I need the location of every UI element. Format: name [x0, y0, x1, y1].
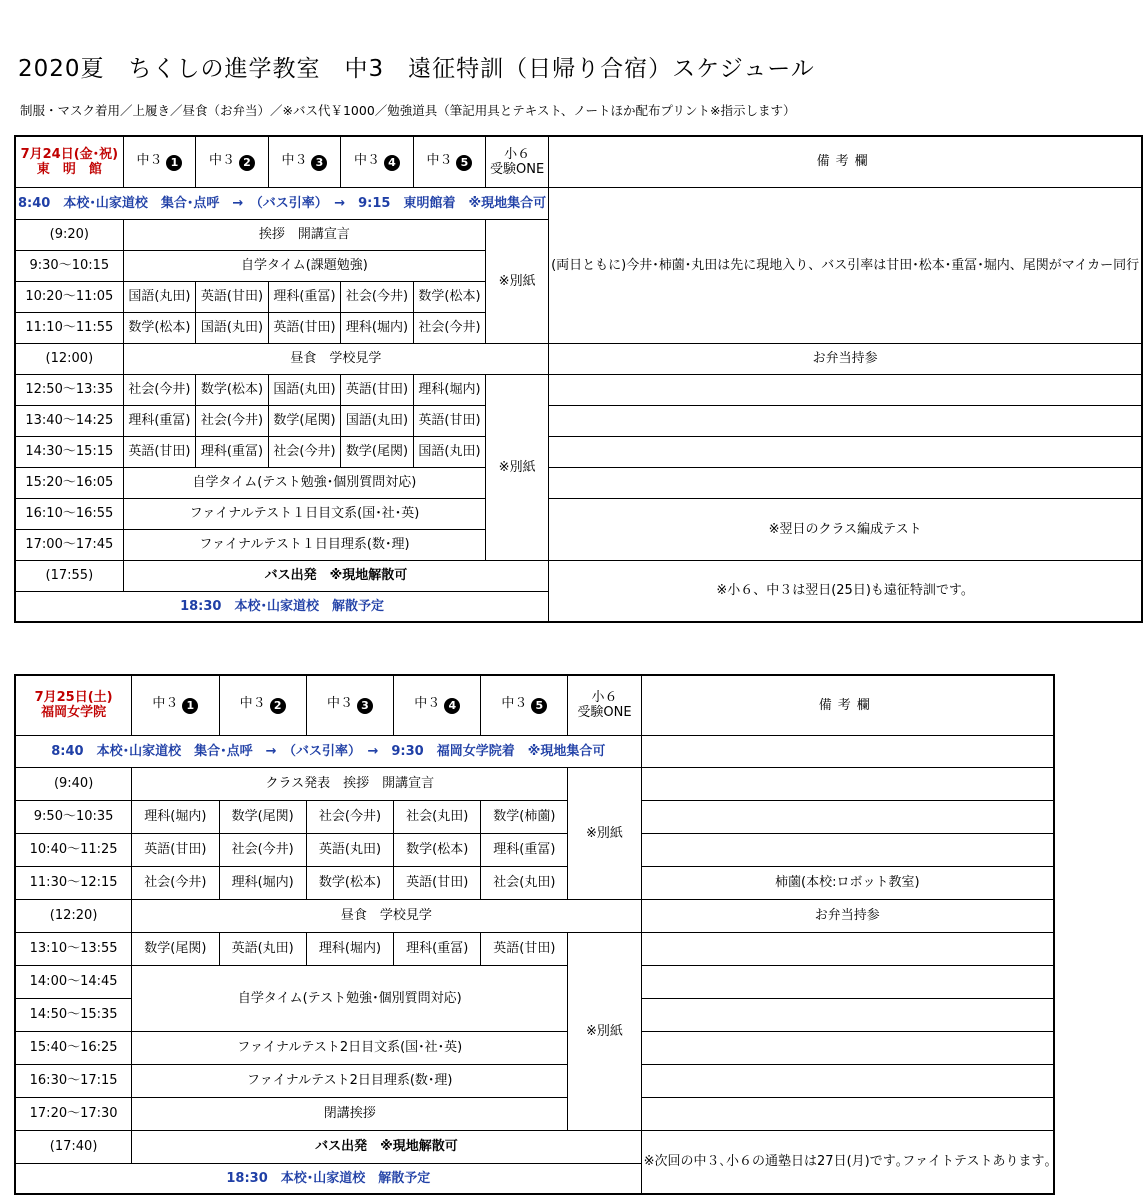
venue-label: 東 明 館 — [36, 161, 102, 177]
event-cell: 自学タイム(課題勉強) — [123, 250, 485, 281]
time-cell: 14:00～14:45 — [15, 965, 132, 998]
betsushi-cell: ※別紙 — [486, 374, 549, 560]
note-cell: お弁当持参 — [549, 343, 1143, 374]
circled-number-5: 5 — [531, 698, 547, 714]
notes-header: 備考欄 — [641, 675, 1054, 735]
lesson-cell: 英語(甘田) — [132, 833, 219, 866]
dismiss-info: 18:30 本校･山家道校 解散予定 — [15, 591, 549, 622]
lesson-cell: 理科(堀内) — [219, 866, 306, 899]
class-header-label: 中３ — [326, 696, 353, 712]
lesson-cell: 理科(重冨) — [196, 436, 269, 467]
lesson-cell: 数学(尾関) — [132, 932, 219, 965]
lesson-cell: 英語(丸田) — [219, 932, 306, 965]
event-cell: 自学タイム(テスト勉強･個別質問対応) — [132, 965, 568, 1031]
circled-number-4: 4 — [384, 155, 400, 171]
circled-number-4: 4 — [444, 698, 460, 714]
note-cell — [549, 467, 1143, 498]
note-cell: 柿薗(本校:ロボット教室) — [641, 866, 1054, 899]
time-cell: 10:20～11:05 — [15, 281, 123, 312]
class-header-label: 中３ — [208, 152, 235, 168]
schedule-row — [15, 1064, 1054, 1097]
schedule-table-day1 — [14, 135, 1143, 623]
lesson-cell: 国語(丸田) — [123, 281, 196, 312]
date-label: 7月24日(金･祝) — [20, 146, 119, 162]
class-header-4 — [394, 675, 481, 735]
date-label: 7月25日(土) — [34, 690, 113, 706]
lesson-cell: 社会(丸田) — [394, 800, 481, 833]
event-cell: 昼食 学校見学 — [132, 899, 641, 932]
lesson-cell: 理科(重冨) — [268, 281, 341, 312]
note-cell: お弁当持参 — [641, 899, 1054, 932]
class-header-2 — [219, 675, 306, 735]
class-header-label: 中３ — [281, 152, 308, 168]
note-cell — [641, 1064, 1054, 1097]
note-cell — [641, 1031, 1054, 1064]
juken-one-label: 受験ONE — [577, 705, 632, 721]
lesson-cell: 数学(松本) — [196, 374, 269, 405]
event-cell: ファイナルテスト１日目理系(数･理) — [123, 529, 485, 560]
note-cell — [641, 735, 1054, 767]
time-cell: (12:00) — [15, 343, 123, 374]
time-cell: 14:30～15:15 — [15, 436, 123, 467]
schedule-row — [15, 560, 1142, 591]
lesson-cell: 数学(松本) — [123, 312, 196, 343]
time-cell: (12:20) — [15, 899, 132, 932]
depart-info: 8:40 本校･山家道校 集合･点呼 → （バス引率） → 9:30 福岡女学院着 ※現地集合可 — [15, 735, 641, 767]
event-cell: 挨拶 開講宣言 — [123, 219, 485, 250]
lesson-cell: 社会(今井) — [268, 436, 341, 467]
lesson-cell: 英語(丸田) — [306, 833, 393, 866]
class-header-label: 中３ — [426, 152, 453, 168]
lesson-cell: 社会(今井) — [306, 800, 393, 833]
lesson-cell: 社会(今井) — [219, 833, 306, 866]
lesson-cell: 数学(尾関) — [341, 436, 414, 467]
time-cell: 9:50～10:35 — [15, 800, 132, 833]
betsushi-cell: ※別紙 — [568, 932, 641, 1130]
notes-header: 備考欄 — [549, 136, 1143, 187]
time-cell: 15:40～16:25 — [15, 1031, 132, 1064]
time-cell: 17:20～17:30 — [15, 1097, 132, 1130]
class-header-4 — [341, 136, 414, 187]
lesson-cell: 社会(今井) — [341, 281, 414, 312]
depart-info: 8:40 本校･山家道校 集合･点呼 → （バス引率） → 9:15 東明館着 ※現地集合可 — [15, 187, 549, 219]
schedule-row — [15, 932, 1054, 965]
venue-label: 福岡女学院 — [41, 705, 107, 721]
schedule-row — [15, 405, 1142, 436]
time-cell: 9:30～10:15 — [15, 250, 123, 281]
time-cell: 17:00～17:45 — [15, 529, 123, 560]
dismiss-info: 18:30 本校･山家道校 解散予定 — [15, 1163, 641, 1194]
betsushi-cell: ※別紙 — [486, 219, 549, 343]
lesson-cell: 国語(丸田) — [268, 374, 341, 405]
time-cell: (9:40) — [15, 767, 132, 800]
lesson-cell: 数学(松本) — [413, 281, 485, 312]
lesson-cell: 数学(松本) — [394, 833, 481, 866]
class-header-5 — [413, 136, 485, 187]
schedule-row — [15, 1097, 1054, 1130]
bus-depart-cell: バス出発 ※現地解散可 — [123, 560, 548, 591]
time-cell: 11:30～12:15 — [15, 866, 132, 899]
time-cell: 10:40～11:25 — [15, 833, 132, 866]
note-cell — [641, 767, 1054, 800]
lesson-cell: 英語(甘田) — [413, 405, 485, 436]
event-cell: ファイナルテスト2日目文系(国･社･英) — [132, 1031, 568, 1064]
lesson-cell: 英語(甘田) — [196, 281, 269, 312]
header-row — [15, 675, 1054, 735]
class-header-5 — [481, 675, 568, 735]
schedule-row — [15, 833, 1054, 866]
schedule-row — [15, 767, 1054, 800]
lesson-cell: 社会(丸田) — [481, 866, 568, 899]
lesson-cell: 理科(堀内) — [306, 932, 393, 965]
schedule-row — [15, 1031, 1054, 1064]
class-header-3 — [268, 136, 341, 187]
lesson-cell: 理科(堀内) — [413, 374, 485, 405]
date-cell — [15, 675, 132, 735]
note-cell — [549, 374, 1143, 405]
lesson-cell: 社会(今井) — [413, 312, 485, 343]
schedule-row — [15, 800, 1054, 833]
schedule-table-day2 — [14, 674, 1055, 1195]
schedule-row — [15, 899, 1054, 932]
note-cell — [549, 436, 1143, 467]
lesson-cell: 理科(重冨) — [123, 405, 196, 436]
lesson-cell: 社会(今井) — [123, 374, 196, 405]
lesson-cell: 英語(甘田) — [268, 312, 341, 343]
juken-one-label: 受験ONE — [490, 161, 545, 177]
note-cell — [641, 932, 1054, 965]
circled-number-2: 2 — [239, 155, 255, 171]
lesson-cell: 理科(堀内) — [341, 312, 414, 343]
note-cell — [641, 998, 1054, 1031]
date-cell — [15, 136, 123, 187]
schedule-row — [15, 866, 1054, 899]
sho6-header — [568, 675, 641, 735]
lesson-cell: 数学(柿薗) — [481, 800, 568, 833]
depart-row — [15, 735, 1054, 767]
lesson-cell: 数学(尾関) — [219, 800, 306, 833]
time-cell: 14:50～15:35 — [15, 998, 132, 1031]
time-cell: 12:50～13:35 — [15, 374, 123, 405]
sho6-header — [486, 136, 549, 187]
time-cell: 13:40～14:25 — [15, 405, 123, 436]
note-cell: ※小６、中３は翌日(25日)も遠征特訓です。 — [549, 560, 1143, 622]
lesson-cell: 英語(甘田) — [481, 932, 568, 965]
lesson-cell: 国語(丸田) — [341, 405, 414, 436]
lesson-cell: 国語(丸田) — [196, 312, 269, 343]
note-cell: (両日ともに)今井･柿薗･丸田は先に現地入り、バス引率は甘田･松本･重冨･堀内、尾関がマイカー同行 — [549, 187, 1143, 343]
sho6-label: 小６ — [504, 146, 531, 162]
schedule-row — [15, 1130, 1054, 1163]
circled-number-1: 1 — [166, 155, 182, 171]
note-cell — [641, 800, 1054, 833]
depart-row — [15, 187, 1142, 219]
class-header-3 — [306, 675, 393, 735]
note-cell — [549, 405, 1143, 436]
time-cell: 15:20～16:05 — [15, 467, 123, 498]
lesson-cell: 理科(重冨) — [394, 932, 481, 965]
circled-number-2: 2 — [270, 698, 286, 714]
class-header-label: 中３ — [414, 696, 441, 712]
note-cell — [641, 965, 1054, 998]
page-subtitle: 制服・マスク着用／上履き／昼食（お弁当）／※バス代￥1000／勉強道具（筆記用具とテキスト、ノートほか配布プリント※指示します） — [20, 103, 796, 118]
lesson-cell: 国語(丸田) — [413, 436, 485, 467]
note-cell — [641, 1097, 1054, 1130]
betsushi-cell: ※別紙 — [568, 767, 641, 899]
class-header-1 — [132, 675, 219, 735]
class-header-label: 中３ — [136, 152, 163, 168]
class-header-label: 中３ — [353, 152, 380, 168]
class-header-label: 中３ — [239, 696, 266, 712]
event-cell: クラス発表 挨拶 開講宣言 — [132, 767, 568, 800]
time-cell: (9:20) — [15, 219, 123, 250]
time-cell: (17:55) — [15, 560, 123, 591]
class-header-1 — [123, 136, 196, 187]
header-row — [15, 136, 1142, 187]
schedule-row — [15, 467, 1142, 498]
circled-number-3: 3 — [311, 155, 327, 171]
time-cell: 16:30～17:15 — [15, 1064, 132, 1097]
schedule-row — [15, 498, 1142, 529]
lesson-cell: 数学(尾関) — [268, 405, 341, 436]
event-cell: 自学タイム(テスト勉強･個別質問対応) — [123, 467, 485, 498]
note-cell — [641, 833, 1054, 866]
class-header-label: 中３ — [152, 696, 179, 712]
lesson-cell: 社会(今井) — [196, 405, 269, 436]
lesson-cell: 理科(堀内) — [132, 800, 219, 833]
lesson-cell: 理科(重冨) — [481, 833, 568, 866]
schedule-row — [15, 965, 1054, 998]
circled-number-5: 5 — [456, 155, 472, 171]
lesson-cell: 英語(甘田) — [341, 374, 414, 405]
lesson-cell: 社会(今井) — [132, 866, 219, 899]
class-header-label: 中３ — [501, 696, 528, 712]
event-cell: 昼食 学校見学 — [123, 343, 548, 374]
time-cell: 11:10～11:55 — [15, 312, 123, 343]
circled-number-3: 3 — [357, 698, 373, 714]
page-title: 2020夏 ちくしの進学教室 中3 遠征特訓（日帰り合宿）スケジュール — [18, 56, 815, 82]
event-cell: ファイナルテスト１日目文系(国･社･英) — [123, 498, 485, 529]
circled-number-1: 1 — [182, 698, 198, 714]
schedule-row — [15, 343, 1142, 374]
note-cell: ※翌日のクラス編成テスト — [549, 498, 1143, 560]
sho6-label: 小６ — [591, 690, 618, 706]
lesson-cell: 数学(松本) — [306, 866, 393, 899]
time-cell: (17:40) — [15, 1130, 132, 1163]
note-cell: ※次回の中３､小６の通塾日は27日(月)です｡ファイトテストあります｡ — [641, 1130, 1054, 1194]
lesson-cell: 英語(甘田) — [394, 866, 481, 899]
lesson-cell: 英語(甘田) — [123, 436, 196, 467]
class-header-2 — [196, 136, 269, 187]
event-cell: ファイナルテスト2日目理系(数･理) — [132, 1064, 568, 1097]
schedule-row — [15, 436, 1142, 467]
time-cell: 13:10～13:55 — [15, 932, 132, 965]
time-cell: 16:10～16:55 — [15, 498, 123, 529]
event-cell: 閉講挨拶 — [132, 1097, 568, 1130]
schedule-row — [15, 374, 1142, 405]
bus-depart-cell: バス出発 ※現地解散可 — [132, 1130, 641, 1163]
